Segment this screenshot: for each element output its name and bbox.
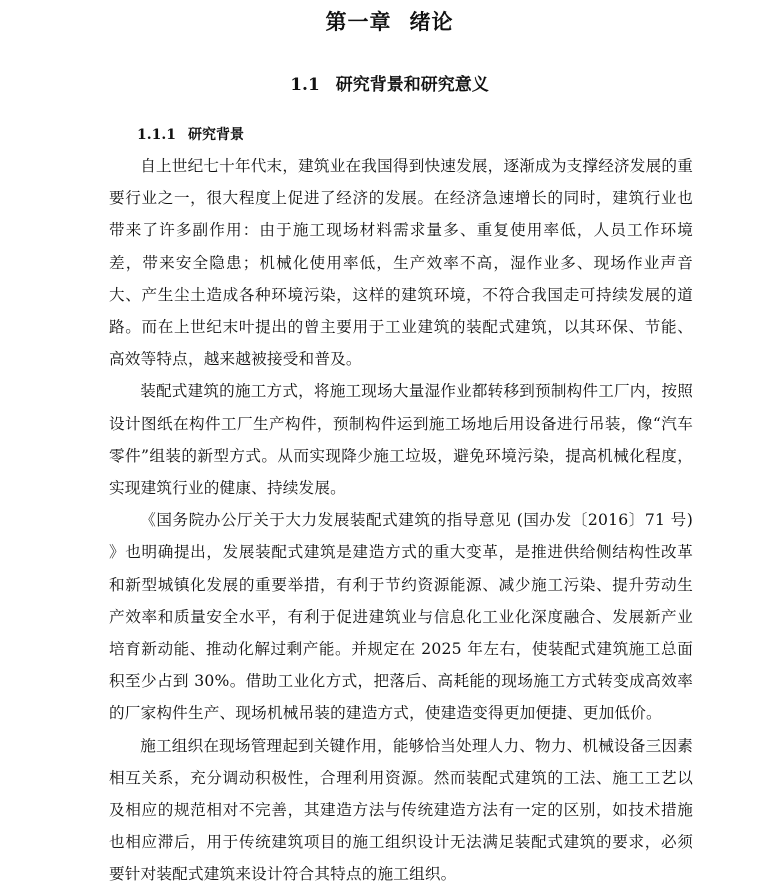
paragraph: 装配式建筑的施工方式，将施工现场大量湿作业都转移到预制构件工厂内，按照设计图纸在构件工厂生产构件，预制构件运到施工场地后用设备进行吊装，像“汽车零件”组装的新型方式。从而实现降少施工垃圾，避免环境污染，提高机械化程度，实现建筑行业的健康、持续发展。	[109, 382, 693, 498]
section-title-text: 研究背景和研究意义	[335, 75, 489, 95]
body-text	[109, 150, 693, 891]
section-title	[0, 70, 779, 95]
paragraph: 自上世纪七十年代末，建筑业在我国得到快速发展，逐渐成为支撑经济发展的重要行业之一，很大程度上促进了经济的发展。在经济急速增长的同时，建筑行业也带来了许多副作用：由于施工现场材料需求量多、重复使用率低，人员工作环境差，带来安全隐患；机械化使用率低，生产效率不高，湿作业多、现场作业声音大、产生尘土造成各种环境污染，这样的建筑环境，不符合我国走可持续发展的道路。而在上世纪末叶提出的曾主要用于工业建筑的装配式建筑，以其环保、节能、高效等特点，越来越被接受和普及。	[109, 157, 693, 369]
chapter-title-text: 绪论	[409, 9, 454, 34]
subsection-title-text: 研究背景	[187, 127, 244, 143]
subsection-title	[137, 124, 244, 144]
paragraph: 《国务院办公厅关于大力发展装配式建筑的指导意见 (国办发〔2016〕71 号) 》也明确提出，发展装配式建筑是建造方式的重大变革，是推进供给侧结构性改革和新型城镇化发展的重要举措，有利于节约资源能源、减少施工污染、提升劳动生产效率和质量安全水平，有利于促进建筑业与信息化工业化深度融合、发展新产业培育新动能、推动化解过剩产能。并规定在 2025 年左右，使装配式建筑施工总面积至少占到 30%。借助工业化方式，把落后、高耗能的现场施工方式转变成高效率的厂家构件生产、现场机械吊装的建造方式，使建造变得更加便捷、更加低价。	[109, 511, 693, 723]
chapter-title	[0, 6, 779, 36]
chapter-number: 第一章	[325, 9, 392, 34]
subsection-number: 1.1.1	[137, 127, 176, 143]
paragraph: 施工组织在现场管理起到关键作用，能够恰当处理人力、物力、机械设备三因素相互关系，充分调动积极性，合理利用资源。然而装配式建筑的工法、施工工艺以及相应的规范相对不完善，其建造方法与传统建造方法有一定的区别，如技术措施也相应滞后，用于传统建筑项目的施工组织设计无法满足装配式建筑的要求，必须要针对装配式建筑来设计符合其特点的施工组织。	[109, 736, 693, 884]
section-number: 1.1	[290, 75, 320, 95]
